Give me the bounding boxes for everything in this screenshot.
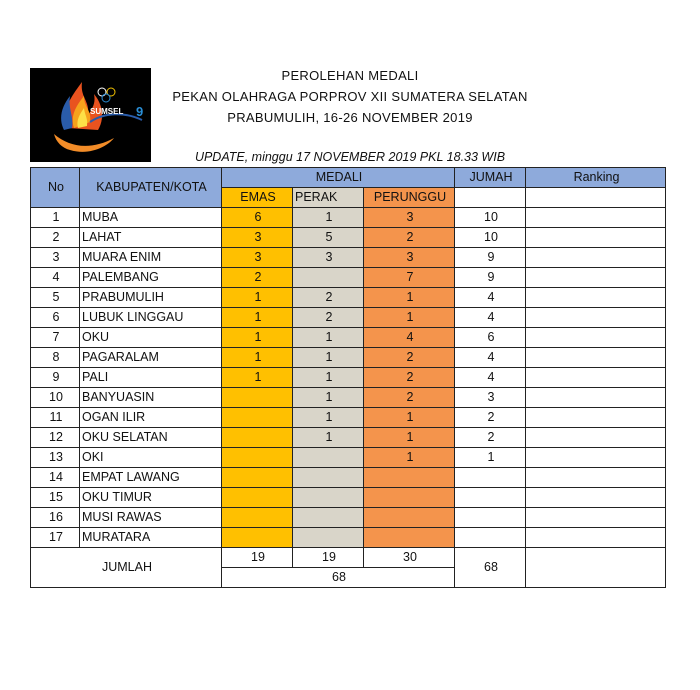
- table-row: [31, 488, 666, 508]
- table-row: [31, 268, 666, 288]
- row-perunggu: 4: [364, 328, 455, 348]
- table-row: [31, 228, 666, 248]
- row-region-name: EMPAT LAWANG: [80, 468, 222, 488]
- row-perunggu: [364, 508, 455, 528]
- row-region-name: MUSI RAWAS: [80, 508, 222, 528]
- total-perak: 19: [293, 548, 364, 568]
- row-no: 13: [31, 448, 80, 468]
- table-row: [31, 508, 666, 528]
- row-emas: [222, 428, 293, 448]
- row-perunggu: 2: [364, 348, 455, 368]
- row-jumlah: 6: [455, 328, 526, 348]
- row-region-name: MURATARA: [80, 528, 222, 548]
- row-no: 6: [31, 308, 80, 328]
- logo-number: 9: [136, 104, 144, 119]
- row-perak: 3: [293, 248, 364, 268]
- row-region-name: OKI: [80, 448, 222, 468]
- row-no: 14: [31, 468, 80, 488]
- row-no: 9: [31, 368, 80, 388]
- ranking-subheader-cell: [526, 188, 666, 208]
- table-row: [31, 248, 666, 268]
- col-ranking-header: Ranking: [526, 168, 666, 188]
- row-jumlah: 1: [455, 448, 526, 468]
- col-perunggu-header: PERUNGGU: [364, 188, 455, 208]
- title-line-3: PRABUMULIH, 16-26 NOVEMBER 2019: [227, 110, 473, 125]
- row-region-name: PALEMBANG: [80, 268, 222, 288]
- row-jumlah: 4: [455, 368, 526, 388]
- row-no: 16: [31, 508, 80, 528]
- row-perak: 1: [293, 348, 364, 368]
- row-ranking: [526, 208, 666, 228]
- row-emas: 1: [222, 368, 293, 388]
- row-ranking: [526, 308, 666, 328]
- title-line-1: PEROLEHAN MEDALI: [281, 68, 419, 83]
- row-jumlah: 2: [455, 428, 526, 448]
- row-emas: 2: [222, 268, 293, 288]
- row-perunggu: 3: [364, 208, 455, 228]
- medal-table-body: [31, 168, 666, 588]
- total-medali: 68: [222, 568, 455, 588]
- row-region-name: PAGARALAM: [80, 348, 222, 368]
- row-jumlah: 9: [455, 268, 526, 288]
- row-ranking: [526, 228, 666, 248]
- row-perunggu: 1: [364, 308, 455, 328]
- total-emas: 19: [222, 548, 293, 568]
- table-row: [31, 328, 666, 348]
- row-perunggu: [364, 468, 455, 488]
- row-region-name: OGAN ILIR: [80, 408, 222, 428]
- table-row: [31, 468, 666, 488]
- flame-logo-icon: [30, 68, 151, 162]
- row-emas: [222, 388, 293, 408]
- row-emas: [222, 528, 293, 548]
- row-emas: [222, 508, 293, 528]
- row-ranking: [526, 288, 666, 308]
- row-region-name: MUARA ENIM: [80, 248, 222, 268]
- row-perak: 1: [293, 208, 364, 228]
- row-no: 7: [31, 328, 80, 348]
- row-region-name: BANYUASIN: [80, 388, 222, 408]
- row-perunggu: [364, 528, 455, 548]
- row-perunggu: 3: [364, 248, 455, 268]
- row-no: 17: [31, 528, 80, 548]
- total-perunggu: 30: [364, 548, 455, 568]
- table-row: [31, 428, 666, 448]
- row-no: 3: [31, 248, 80, 268]
- table-row: [31, 368, 666, 388]
- row-emas: 1: [222, 288, 293, 308]
- row-jumlah: [455, 488, 526, 508]
- table-row: [31, 388, 666, 408]
- row-perak: [293, 488, 364, 508]
- row-no: 2: [31, 228, 80, 248]
- row-perak: 1: [293, 408, 364, 428]
- row-no: 15: [31, 488, 80, 508]
- row-region-name: OKU SELATAN: [80, 428, 222, 448]
- row-no: 4: [31, 268, 80, 288]
- row-jumlah: 10: [455, 208, 526, 228]
- row-perak: 1: [293, 428, 364, 448]
- row-emas: [222, 488, 293, 508]
- row-no: 12: [31, 428, 80, 448]
- row-emas: 1: [222, 348, 293, 368]
- row-perak: 2: [293, 308, 364, 328]
- row-ranking: [526, 448, 666, 468]
- row-jumlah: [455, 468, 526, 488]
- row-perunggu: [364, 488, 455, 508]
- row-perunggu: 1: [364, 448, 455, 468]
- title-line-2: PEKAN OLAHRAGA PORPROV XII SUMATERA SELATAN: [172, 89, 528, 104]
- row-ranking: [526, 408, 666, 428]
- row-jumlah: 4: [455, 288, 526, 308]
- table-row: [31, 448, 666, 468]
- row-perak: [293, 528, 364, 548]
- row-perunggu: 2: [364, 368, 455, 388]
- row-ranking: [526, 508, 666, 528]
- table-row: [31, 408, 666, 428]
- jumlah-subheader-cell: [455, 188, 526, 208]
- totals-row: [31, 548, 666, 568]
- row-jumlah: [455, 508, 526, 528]
- table-row: [31, 288, 666, 308]
- row-perunggu: 7: [364, 268, 455, 288]
- row-region-name: PRABUMULIH: [80, 288, 222, 308]
- row-ranking: [526, 348, 666, 368]
- header-row: [31, 168, 666, 188]
- row-ranking: [526, 368, 666, 388]
- row-jumlah: [455, 528, 526, 548]
- row-ranking: [526, 428, 666, 448]
- row-perunggu: 2: [364, 228, 455, 248]
- row-perak: [293, 468, 364, 488]
- row-perak: 1: [293, 368, 364, 388]
- totals-label: JUMLAH: [31, 548, 222, 588]
- row-emas: 6: [222, 208, 293, 228]
- col-medali-header: MEDALI: [222, 168, 455, 188]
- row-perunggu: 1: [364, 408, 455, 428]
- row-perak: 5: [293, 228, 364, 248]
- row-perunggu: 1: [364, 428, 455, 448]
- row-jumlah: 4: [455, 348, 526, 368]
- row-ranking: [526, 468, 666, 488]
- row-jumlah: 10: [455, 228, 526, 248]
- update-timestamp: UPDATE, minggu 17 NOVEMBER 2019 PKL 18.33 WIB: [194, 150, 506, 164]
- row-perak: 1: [293, 328, 364, 348]
- col-no-header: No: [31, 168, 80, 208]
- row-ranking: [526, 528, 666, 548]
- row-jumlah: 3: [455, 388, 526, 408]
- row-perak: [293, 448, 364, 468]
- row-emas: 1: [222, 328, 293, 348]
- row-no: 10: [31, 388, 80, 408]
- row-emas: [222, 468, 293, 488]
- row-ranking: [526, 328, 666, 348]
- row-perak: 2: [293, 288, 364, 308]
- row-no: 1: [31, 208, 80, 228]
- row-region-name: LAHAT: [80, 228, 222, 248]
- row-region-name: PALI: [80, 368, 222, 388]
- row-perunggu: 2: [364, 388, 455, 408]
- row-region-name: OKU TIMUR: [80, 488, 222, 508]
- row-perunggu: 1: [364, 288, 455, 308]
- row-emas: 1: [222, 308, 293, 328]
- row-emas: 3: [222, 228, 293, 248]
- row-no: 8: [31, 348, 80, 368]
- col-region-header: KABUPATEN/KOTA: [80, 168, 222, 208]
- table-row: [31, 348, 666, 368]
- row-region-name: LUBUK LINGGAU: [80, 308, 222, 328]
- table-row: [31, 308, 666, 328]
- total-jumlah: 68: [455, 548, 526, 588]
- row-no: 11: [31, 408, 80, 428]
- table-row: [31, 208, 666, 228]
- col-emas-header: EMAS: [222, 188, 293, 208]
- row-region-name: OKU: [80, 328, 222, 348]
- row-jumlah: 9: [455, 248, 526, 268]
- total-ranking: [526, 548, 666, 588]
- row-perak: 1: [293, 388, 364, 408]
- table-row: [31, 528, 666, 548]
- col-perak-header: PERAK: [293, 188, 364, 208]
- row-ranking: [526, 268, 666, 288]
- row-emas: [222, 408, 293, 428]
- row-emas: 3: [222, 248, 293, 268]
- medal-table: [30, 167, 666, 588]
- event-logo: [30, 68, 151, 162]
- row-emas: [222, 448, 293, 468]
- row-ranking: [526, 488, 666, 508]
- row-no: 5: [31, 288, 80, 308]
- row-jumlah: 4: [455, 308, 526, 328]
- logo-text: SUMSEL: [90, 107, 124, 116]
- row-ranking: [526, 248, 666, 268]
- row-region-name: MUBA: [80, 208, 222, 228]
- row-jumlah: 2: [455, 408, 526, 428]
- row-ranking: [526, 388, 666, 408]
- col-jumlah-header: JUMAH: [455, 168, 526, 188]
- row-perak: [293, 508, 364, 528]
- row-perak: [293, 268, 364, 288]
